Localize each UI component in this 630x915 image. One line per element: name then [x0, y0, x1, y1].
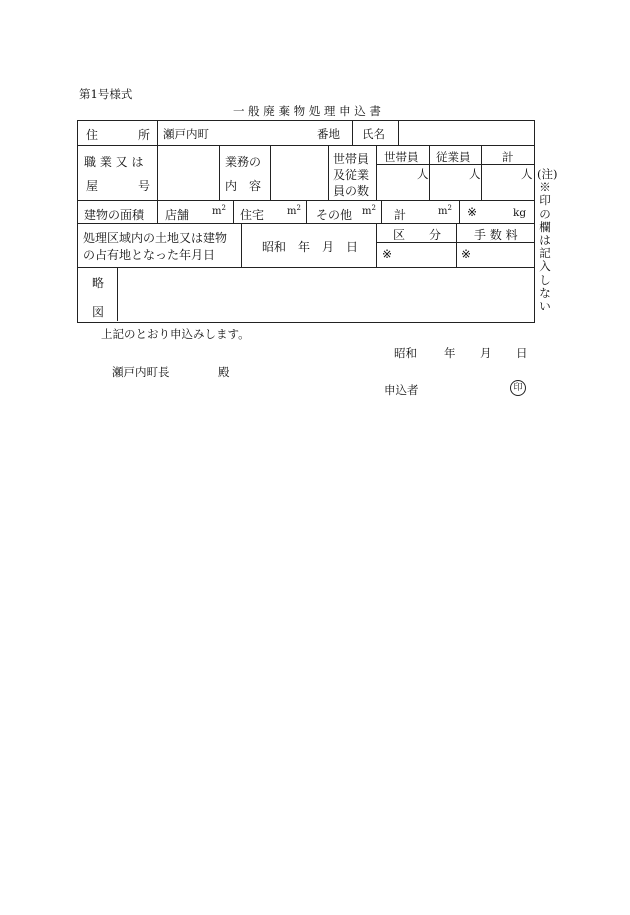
occupancy-label-line2: の占有地となった年月日	[83, 248, 216, 262]
business-label-line2: 内 容	[225, 179, 262, 193]
address-value: 瀬戸内町	[163, 127, 209, 141]
addressee: 瀬戸内町長	[112, 365, 170, 379]
category-mark: ※	[382, 247, 393, 261]
side-note: (注)※印の欄は記入しない	[537, 167, 558, 314]
business-label-line1: 業務の	[225, 155, 262, 169]
category-header: 区 分	[393, 228, 442, 242]
address-label-part1: 住	[86, 128, 99, 142]
fee-header: 手 数 料	[474, 228, 518, 242]
date-year: 年	[444, 346, 456, 360]
household-unit: 人	[417, 167, 429, 181]
weight-unit: kg	[513, 207, 527, 219]
occupation-label-line1: 職 業 又 は	[84, 155, 144, 169]
date-day: 日	[516, 346, 528, 360]
shop-unit: $m^2$	[212, 204, 226, 217]
household-label-line1: 世帯員	[333, 152, 370, 166]
occupancy-date: 昭和 年 月 日	[262, 240, 359, 254]
seal-mark: 印	[510, 380, 526, 396]
date-month: 月	[480, 346, 492, 360]
col-household-header: 世帯員	[384, 150, 419, 164]
name-label: 氏名	[362, 127, 385, 141]
occupation-label-line2-a: 屋	[86, 179, 99, 193]
other-label: その他	[316, 208, 353, 222]
housing-unit: $m^2$	[287, 204, 301, 217]
form-number: 第1号様式	[79, 87, 133, 101]
sketch-label-part1: 略	[92, 276, 105, 290]
employees-unit: 人	[469, 167, 481, 181]
form-title: 一 般 廃 棄 物 処 理 申 込 書	[233, 104, 381, 118]
occupation-label-line2-b: 号	[138, 179, 151, 193]
col-total-header: 計	[502, 150, 514, 164]
honorific: 殿	[218, 365, 230, 379]
total-area-unit: $m^2$	[438, 204, 452, 217]
total-area-label: 計	[394, 208, 407, 222]
date-era: 昭和	[394, 346, 417, 360]
col-employees-header: 従業員	[436, 150, 471, 164]
application-statement: 上記のとおり申込みします。	[101, 327, 250, 341]
applicant-label: 申込者	[384, 383, 419, 397]
shop-label: 店舗	[165, 208, 190, 222]
total-unit: 人	[521, 167, 533, 181]
occupancy-label-line1: 処理区域内の土地又は建物	[83, 231, 228, 245]
official-use-mark: ※	[467, 205, 478, 219]
banchi-label: 番地	[317, 127, 340, 141]
sketch-label-part2: 図	[92, 305, 105, 319]
household-label-line3: 員の数	[333, 184, 370, 198]
address-label-part2: 所	[138, 128, 151, 142]
fee-mark: ※	[461, 247, 472, 261]
housing-label: 住宅	[240, 208, 265, 222]
household-label-line2: 及従業	[333, 168, 370, 182]
other-unit: $m^2$	[362, 204, 376, 217]
building-area-label: 建物の面積	[84, 208, 145, 222]
